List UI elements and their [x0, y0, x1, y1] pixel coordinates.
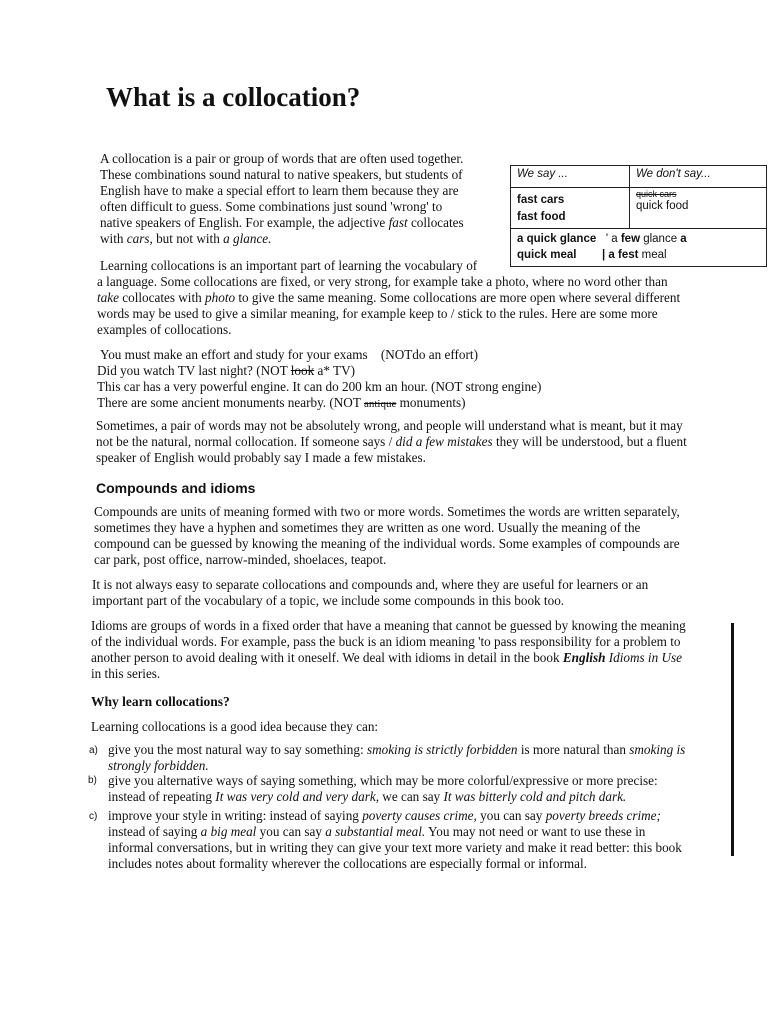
italic-phrase: Idioms in Use [605, 650, 682, 665]
italic-word: cars, [126, 231, 153, 246]
table-cell-value: quick food [636, 200, 689, 212]
example-2 [97, 363, 355, 379]
why-heading: Why learn collocations? [91, 694, 230, 709]
text-span: There are some ancient monuments nearby. (NOT [97, 395, 364, 410]
idioms-paragraph [91, 618, 686, 682]
table-header-we-say: We say ... [517, 168, 568, 180]
intro-paragraph [100, 151, 464, 247]
text-line: informal conversations, but in writing they can give your text more variety and make it read better: this book [108, 840, 682, 855]
list-marker: b) [88, 775, 97, 786]
italic-phrase: smoking is strictly forbidden [366, 742, 518, 757]
text-span: collocates [407, 215, 464, 230]
table-cell-value: quick meal [517, 249, 577, 261]
text-span: to give the same meaning. Some collocations are more open where several different [235, 290, 681, 305]
list-item-a [108, 742, 685, 774]
text-line: of the individual words. For example, pass the buck is an idiom meaning 'to pass responsibility for a problem to [91, 634, 681, 649]
text-line: words may be used to give a similar meaning, for example keep to / stick to the rules. Here are some more [97, 306, 658, 321]
struck-word: look [290, 363, 315, 378]
text-line: Idioms are groups of words in a fixed order that have a meaning that cannot be guessed by knowing the meaning [91, 618, 686, 633]
table-header-we-dont-say: We don't say... [636, 168, 711, 180]
why-intro: Learning collocations is a good idea because they can: [91, 719, 379, 734]
text-line: compound can be guessed by knowing the meaning of the individual words. Some examples of compounds are [94, 536, 680, 551]
table-cell-value: a [680, 233, 687, 245]
text-line: Sometimes, a pair of words may not be absolutely wrong, and people will understand what is meant, but it may [96, 418, 683, 433]
text-span: monuments) [396, 395, 466, 410]
text-line: often difficult to guess. Some combinations just sound 'wrong' to [100, 199, 443, 214]
compounds-heading: Compounds and idioms [96, 480, 256, 496]
text-line: speaker of English would probably say I made a few mistakes. [96, 450, 426, 465]
text-line [97, 290, 680, 306]
text-line [108, 808, 682, 824]
italic-word: fast [388, 215, 408, 230]
example-3: This car has a very powerful engine. It can do 200 km an hour. (NOT strong engine) [97, 379, 542, 394]
text-span: improve your style in writing: instead of saying [108, 808, 363, 823]
table-cell-value: quick cars [636, 189, 677, 199]
text-span: give you the most natural way to say something: [108, 742, 367, 757]
table-cell-value: few [620, 233, 641, 245]
text-span: collocates with [118, 290, 206, 305]
text-span: you can say [256, 824, 326, 839]
text-line: These combinations sound natural to native speakers, but students of [100, 167, 463, 182]
compounds-paragraph [94, 504, 680, 568]
italic-word: photo [205, 290, 236, 305]
text-line: examples of collocations. [97, 322, 232, 337]
text-line [100, 231, 464, 247]
text-span: is more natural than [517, 742, 630, 757]
list-marker: c) [89, 811, 98, 822]
text-line [108, 742, 685, 758]
italic-word: a glance. [223, 231, 272, 246]
learning-paragraph [100, 258, 477, 274]
text-span: You may not need or want to use these in [425, 824, 646, 839]
text-line [108, 789, 658, 805]
text-line: a language. Some collocations are fixed, or very strong, for example take a photo, where no word other than [97, 274, 668, 289]
text-line: give you alternative ways of saying something, which may be more colorful/expressive or more precise: [108, 773, 658, 788]
text-line: Compounds are units of meaning formed with two or more words. Sometimes the words are written separately, [94, 504, 680, 519]
example-4 [97, 395, 466, 412]
text-line [91, 650, 686, 666]
text-line: in this series. [91, 666, 161, 681]
italic-phrase: It was bitterly cold and pitch dark. [443, 789, 627, 804]
table-cell-value: ' a [605, 233, 621, 245]
list-item-c [108, 808, 682, 872]
text-line: A collocation is a pair or group of words that are often used together. [100, 151, 464, 166]
text-line: English have to make a special effort to learn them because they are [100, 183, 459, 198]
text-span: (NOTdo an effort) [380, 347, 478, 362]
italic-phrase: poverty causes crime, [362, 808, 477, 823]
table-cell-value: a quick glance [517, 233, 597, 245]
table-cell-value: fast food [517, 211, 566, 223]
collocation-table [510, 165, 767, 267]
italic-phrase: It was very cold and very dark, [215, 789, 379, 804]
text-span: but not with [152, 231, 224, 246]
text-span: a* TV) [314, 363, 355, 378]
italic-phrase: did a few mistakes [395, 434, 493, 449]
table-cell-value: | a fest [602, 249, 639, 261]
text-line [108, 758, 685, 774]
text-span: You must make an effort and study for your exams [100, 347, 368, 362]
vertical-margin-bar [731, 623, 734, 856]
separate-paragraph [92, 577, 648, 609]
table-cell-value: meal [638, 249, 667, 261]
text-line: car park, post office, narrow-minded, shoelaces, teapot. [94, 552, 387, 567]
table-cell-value: glance [640, 233, 681, 245]
sometimes-paragraph [96, 418, 687, 466]
text-span: you can say [476, 808, 546, 823]
example-1 [100, 347, 478, 363]
list-item-b [108, 773, 658, 805]
text-span: we can say [379, 789, 444, 804]
text-line: Learning collocations is an important part of learning the vocabulary of [100, 258, 478, 273]
text-line [100, 215, 464, 231]
text-span: with [100, 231, 127, 246]
table-cell-value: fast cars [517, 194, 565, 206]
bold-italic-word: English [562, 650, 606, 665]
text-span: not be the natural, normal collocation. If someone says / [96, 434, 396, 449]
text-line: It is not always easy to separate collocations and compounds and, where they are useful for learners or an [92, 577, 649, 592]
italic-phrase: poverty breeds crime; [545, 808, 661, 823]
text-span: native speakers of English. For example, the adjective [100, 215, 389, 230]
page-title: What is a collocation? [106, 82, 361, 112]
table-row-line [517, 247, 760, 263]
text-span: they will be understood, but a fluent [492, 434, 687, 449]
text-span: instead of saying [108, 824, 201, 839]
italic-phrase: a substantial meal. [325, 824, 426, 839]
text-line: includes notes about formality wherever the collocations are especially formal or informal. [108, 856, 587, 871]
italic-word: take [97, 290, 119, 305]
struck-word: antique [363, 398, 397, 410]
table-row-line [517, 231, 760, 247]
text-span: instead of repeating [108, 789, 216, 804]
text-line [108, 824, 682, 840]
text-line: sometimes they have a hyphen and sometimes they are written as one word. Usually the meaning of the [94, 520, 641, 535]
learning-paragraph-cont [97, 274, 680, 338]
italic-phrase: a big meal [200, 824, 257, 839]
text-line: important part of the vocabulary of a topic, we include some compounds in this book too. [92, 593, 565, 608]
text-span: Did you watch TV last night? (NOT [97, 363, 291, 378]
list-marker: a) [89, 745, 98, 756]
text-line [96, 434, 687, 450]
text-span: another person to avoid dealing with it oneself. We deal with idioms in detail in the book [91, 650, 563, 665]
italic-phrase: smoking is [629, 742, 686, 757]
italic-phrase: strongly forbidden. [108, 758, 209, 773]
